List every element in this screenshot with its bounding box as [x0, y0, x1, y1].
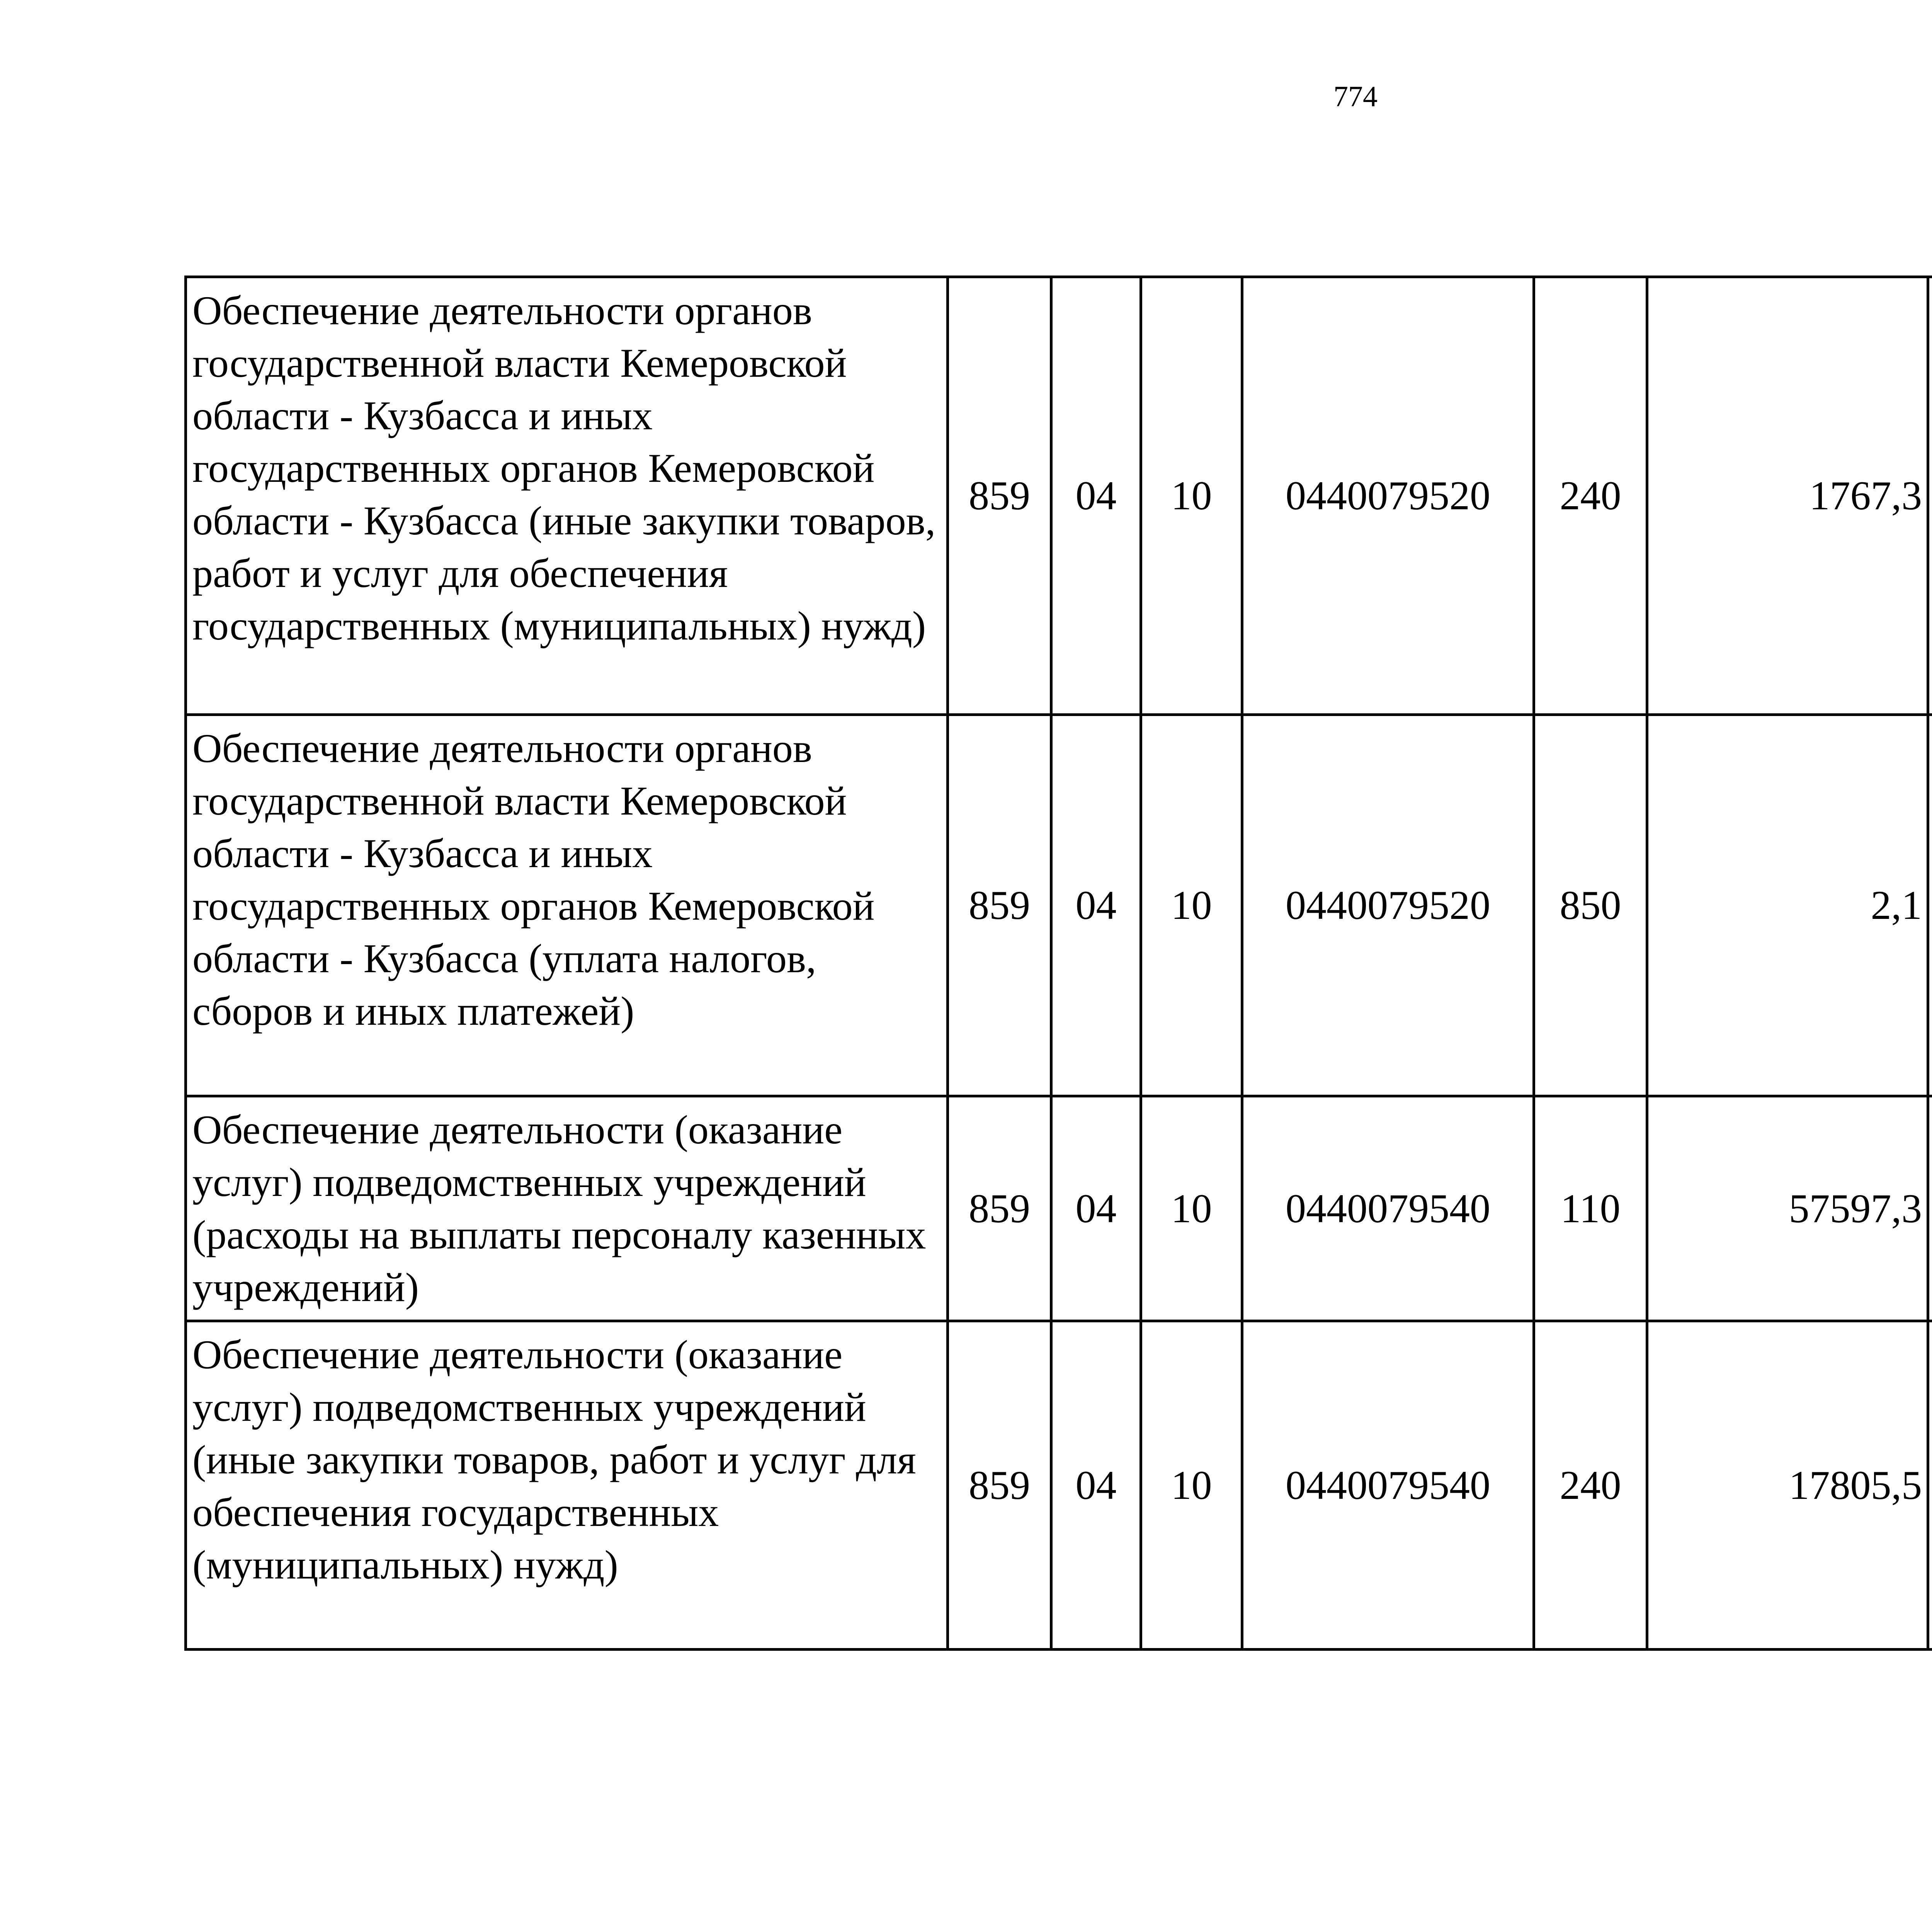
subsection-code: 10	[1141, 1321, 1242, 1650]
target-article-code: 0440079520	[1242, 715, 1534, 1096]
expense-type-code: 240	[1534, 277, 1647, 715]
expense-type-code: 110	[1534, 1096, 1647, 1321]
ministry-code: 859	[948, 1096, 1051, 1321]
ministry-code: 859	[948, 277, 1051, 715]
subsection-code: 10	[1141, 1096, 1242, 1321]
amount-2	[1928, 1321, 1932, 1650]
target-article-code: 0440079540	[1242, 1096, 1534, 1321]
budget-table	[184, 276, 1932, 1651]
page-number: 774	[1333, 80, 1378, 113]
row-description: Обеспечение деятельности органов государственной власти Кемеровской области - Кузбасса и иных государственных органов Кемеровской области - Кузбасса (иные закупки товаров, работ и услуг для обеспечения государственных (муниципальных) нужд)	[186, 277, 948, 715]
target-article-code: 0440079540	[1242, 1321, 1534, 1650]
row-description: Обеспечение деятельности (оказание услуг) подведомственных учреждений (расходы на выплаты персоналу казенных учреждений)	[186, 1096, 948, 1321]
ministry-code: 859	[948, 715, 1051, 1096]
table-row	[186, 277, 1932, 715]
section-code: 04	[1051, 277, 1141, 715]
ministry-code: 859	[948, 1321, 1051, 1650]
row-description: Обеспечение деятельности (оказание услуг) подведомственных учреждений (иные закупки товаров, работ и услуг для обеспечения государственных (муниципальных) нужд)	[186, 1321, 948, 1650]
section-code: 04	[1051, 1321, 1141, 1650]
table-row	[186, 1321, 1932, 1650]
amount-1: 17805,5	[1647, 1321, 1928, 1650]
table-row	[186, 715, 1932, 1096]
section-code: 04	[1051, 1096, 1141, 1321]
subsection-code: 10	[1141, 715, 1242, 1096]
table-row	[186, 1096, 1932, 1321]
amount-2	[1928, 715, 1932, 1096]
section-code: 04	[1051, 715, 1141, 1096]
target-article-code: 0440079520	[1242, 277, 1534, 715]
subsection-code: 10	[1141, 277, 1242, 715]
amount-2	[1928, 277, 1932, 715]
amount-1: 2,1	[1647, 715, 1928, 1096]
amount-2	[1928, 1096, 1932, 1321]
amount-1: 1767,3	[1647, 277, 1928, 715]
expense-type-code: 850	[1534, 715, 1647, 1096]
row-description: Обеспечение деятельности органов государственной власти Кемеровской области - Кузбасса и иных государственных органов Кемеровской области - Кузбасса (уплата налогов, сборов и иных платежей)	[186, 715, 948, 1096]
amount-1: 57597,3	[1647, 1096, 1928, 1321]
expense-type-code: 240	[1534, 1321, 1647, 1650]
